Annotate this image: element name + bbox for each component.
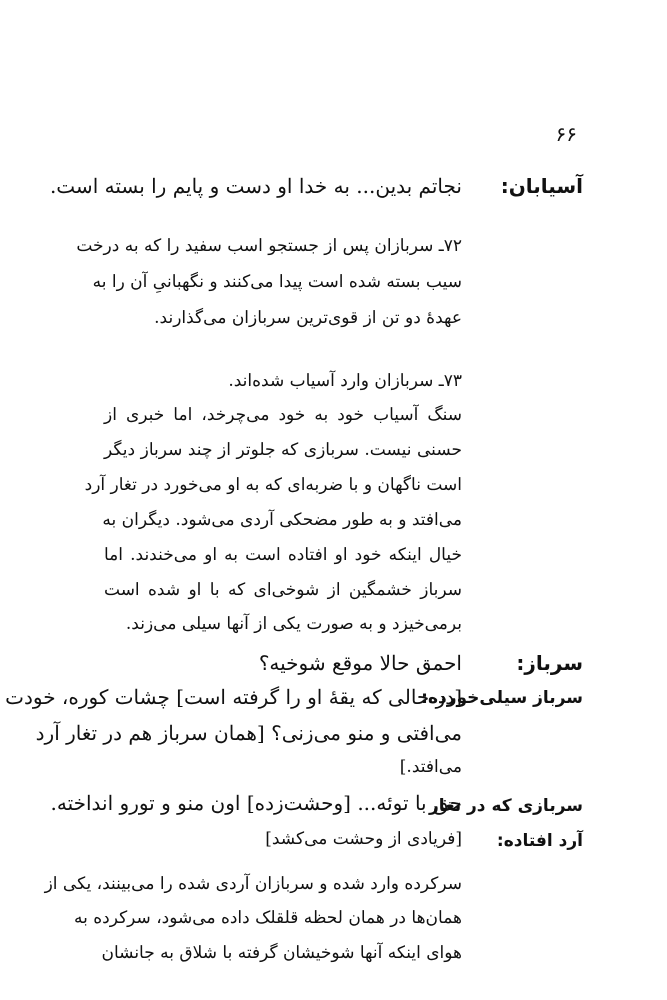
- scene-end-line-3: هوای اینکه آنها شوخیشان گرفته با شلاق به جانشان: [101, 943, 462, 963]
- speaker-sarbaz: سرباز:: [516, 651, 583, 675]
- scene-72-line-2: سیب بسته شده است پیدا می‌کنند و نگهبانیِ آن را به: [92, 272, 462, 292]
- dialog-sarbazi-ke-dar-taghar: حق با توئه... [وحشت‌زده] اون منو و تورو انداخته.: [50, 791, 462, 815]
- dialog-sarbaz: احمق حالا موقع شوخیه؟: [258, 651, 462, 675]
- dialog-asiaban: نجاتم بدین... به خدا او دست و پایم را بسته است.: [49, 174, 462, 198]
- scene-73-line-7: سرباز خشمگین از شوخی‌ای که با او شده است: [104, 580, 462, 600]
- speaker-asiaban: آسیابان:: [500, 174, 583, 198]
- dialog-sarbaz-sili-khorde-line-2: می‌افتی و منو می‌زنی؟ [همان سرباز هم در تغار آرد: [35, 721, 462, 745]
- dialog-sarbaz-sili-khorde-line-3: می‌افتد.]: [399, 757, 462, 777]
- scene-end-line-2: همان‌ها در همان لحظه قلقلک داده می‌شود، سرکرده به: [73, 908, 462, 928]
- speaker-ard-oftade: آرد افتاده:: [496, 831, 583, 851]
- dialog-ard-oftade: [فریادی از وحشت می‌کشد]: [265, 829, 462, 849]
- speaker-sarbaz-sili-khorde: سرباز سیلی‌خورده:: [421, 688, 583, 708]
- scene-73-line-6: خیال اینکه خود او افتاده است به او می‌خندند. اما: [104, 545, 462, 565]
- scene-73-line-8: برمی‌خیزد و به صورت یکی از آنها سیلی می‌زند.: [125, 614, 462, 634]
- speaker-sarbazi-ke-dar-taghar: سربازی که در تغار: [428, 796, 583, 816]
- scene-73-line-2: سنگ آسیاب خود به خود می‌چرخد، اما خبری از: [104, 405, 462, 425]
- page-number: ۶۶: [555, 122, 577, 146]
- dialog-sarbaz-sili-khorde-line-1: [در حالی که یقهٔ او را گرفته است] چشات کوره، خودت: [5, 685, 462, 709]
- scene-72-line-3: عهدهٔ دو تن از قوی‌ترین سربازان می‌گذارند.: [154, 308, 462, 328]
- scene-73-line-5: می‌افتد و به طور مضحکی آردی می‌شود. دیگران به: [102, 510, 462, 530]
- scene-72-line-1: ۷۲ـ سربازان پس از جستجو اسب سفید را که به درخت: [76, 236, 462, 256]
- scene-73-line-4: است ناگهان و با ضربه‌ای که به او می‌خورد در تغار آرد: [84, 475, 462, 495]
- scene-end-line-1: سرکرده وارد شده و سربازان آردی شده را می‌بینند، یکی از: [44, 874, 462, 894]
- scene-73-line-3: حسنی نیست. سربازی که جلوتر از چند سرباز دیگر: [104, 440, 462, 460]
- scene-73-line-1: ۷۳ـ سربازان وارد آسیاب شده‌اند.: [228, 371, 462, 391]
